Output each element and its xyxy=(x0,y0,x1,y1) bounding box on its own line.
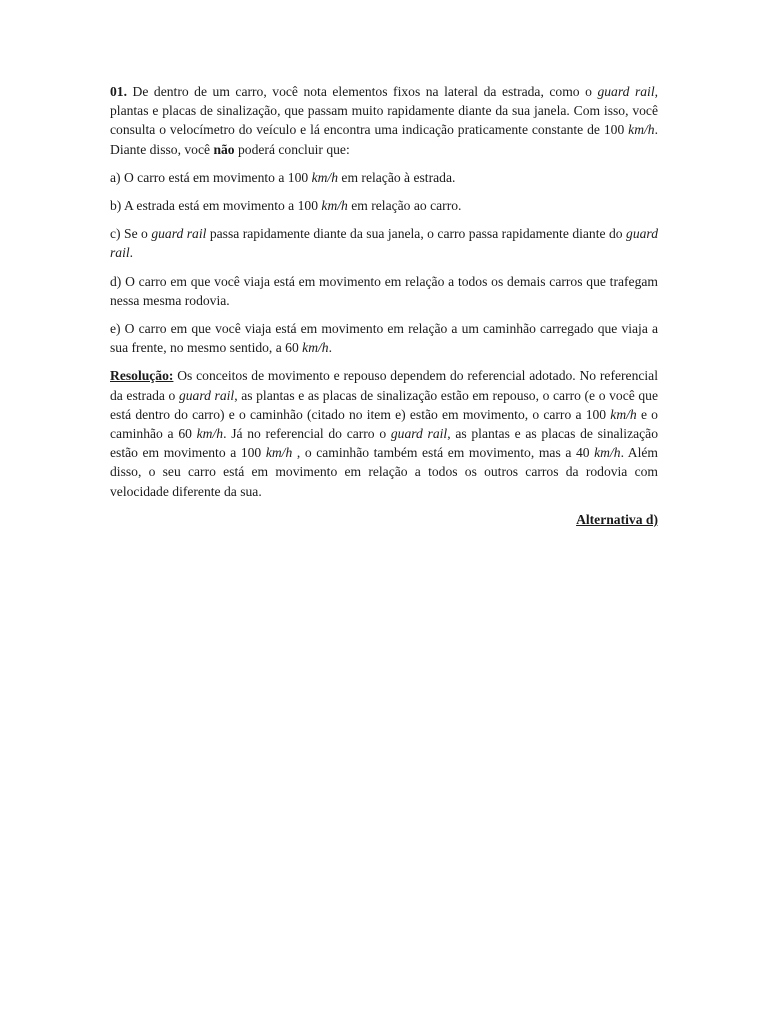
option-d xyxy=(110,272,658,310)
option-a xyxy=(110,168,658,187)
option-text: . xyxy=(328,340,333,356)
question-paragraph xyxy=(110,82,658,159)
option-e xyxy=(110,319,658,357)
option-b xyxy=(110,196,658,215)
option-text: passa rapidamente diante da sua janela, o carro passa rapidamente diante do xyxy=(206,226,627,242)
option-c xyxy=(110,224,658,262)
unit-km-h: km/h xyxy=(196,426,224,442)
resolution-label: Resolução: xyxy=(110,368,174,384)
resolution-text: , o caminhão também está em movimento, mas a 40 xyxy=(292,445,595,461)
resolution-text: , as plantas e as placas de sinalização estão em repouso, o carro (e o você que está dentro do carro) e o caminhão (citado no item e) estão em movimento, o carro a 100 xyxy=(110,387,658,422)
resolution-text: . Já no referencial do carro o xyxy=(223,426,391,442)
answer-label: Alternativa d) xyxy=(576,511,658,527)
option-text: c) Se o xyxy=(110,226,152,242)
question-number: 01. xyxy=(110,84,127,99)
resolution-text: , as plantas e as placas de sinalização estão em movimento a 100 xyxy=(110,426,659,461)
option-text: em relação ao carro. xyxy=(347,198,462,214)
question-text: De dentro de um carro, você nota elementos fixos na lateral da estrada, como o xyxy=(127,84,598,99)
negation-word: não xyxy=(213,141,235,157)
guard-rail-term: guard rail xyxy=(151,226,207,242)
unit-km-h: km/h xyxy=(265,445,293,461)
resolution-paragraph xyxy=(110,366,658,500)
guard-rail-term: guard rail xyxy=(178,387,235,403)
resolution-text: Os conceitos de movimento e repouso dependem do referencial adotado. No referencial da estrada o xyxy=(110,368,658,403)
resolution-text: e o caminhão a 60 xyxy=(110,406,658,442)
unit-km-h: km/h xyxy=(321,198,348,214)
unit-km-h: km/h xyxy=(610,406,637,422)
question-text: . Diante disso, você xyxy=(110,122,658,157)
guard-rail-term: guard rail xyxy=(110,226,659,261)
question-text: , plantas e placas de sinalização, que passam muito rapidamente diante da sua janela. Com isso, você consulta o velocímetro do veículo e lá encontra uma indicação praticamente constante de 100 xyxy=(110,84,659,138)
option-text: . xyxy=(129,245,134,261)
unit-km-h: km/h xyxy=(594,445,621,461)
document-page xyxy=(110,82,658,538)
guard-rail-term: guard rail xyxy=(390,426,448,442)
unit-km-h: km/h xyxy=(311,169,339,185)
resolution-text: . Além disso, o seu carro está em movimento em relação a todos os outros carros da rodovia com velocidade diferente da sua. xyxy=(110,445,658,499)
unit-km-h: km/h xyxy=(302,340,329,356)
option-text: b) A estrada está em movimento a 100 xyxy=(110,198,322,214)
unit-km-h: km/h xyxy=(628,122,655,138)
option-text: em relação à estrada. xyxy=(338,169,456,185)
question-text: poderá concluir que: xyxy=(234,141,350,157)
option-text: a) O carro está em movimento a 100 xyxy=(110,169,312,185)
answer-line xyxy=(110,510,658,529)
option-text: d) O carro em que você viaja está em movimento em relação a todos os demais carros que trafegam nessa mesma rodovia. xyxy=(110,273,658,308)
option-text: e) O carro em que você viaja está em movimento em relação a um caminhão carregado que viaja a sua frente, no mesmo sentido, a 60 xyxy=(110,321,658,356)
guard-rail-term: guard rail xyxy=(597,84,655,99)
